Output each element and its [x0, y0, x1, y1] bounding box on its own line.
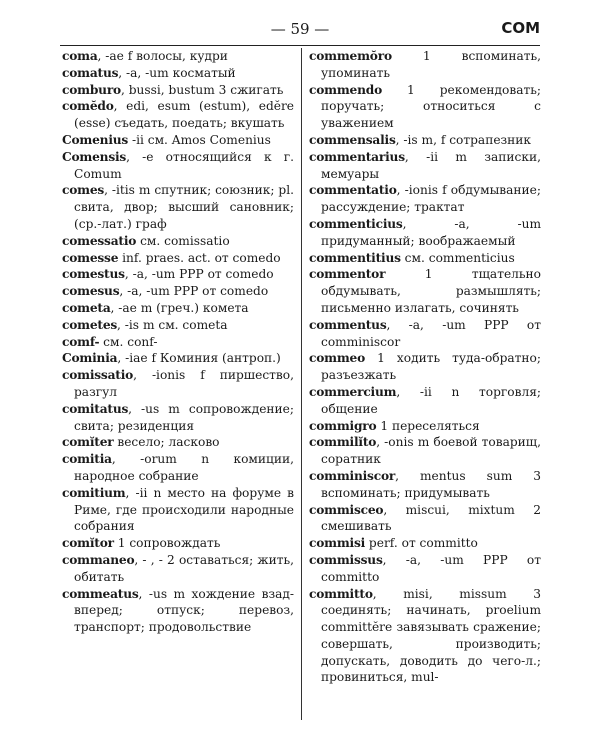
entry-headword: commentatio [309, 183, 397, 198]
entry-definition: , -a, -um PPP от comminiscor [321, 317, 541, 349]
dictionary-entry [309, 48, 541, 82]
entry-definition: -ii см. Amos Comenius [128, 132, 271, 147]
entry-headword: cometes [62, 317, 118, 332]
entry-definition: , miscui, mixtum 2 смешивать [321, 502, 541, 534]
dictionary-entry [309, 82, 541, 132]
entry-definition: perf. от committo [365, 536, 478, 551]
entry-definition: см. conf- [99, 334, 158, 349]
entry-headword: comitatus [62, 401, 129, 416]
entry-definition: inf. praes. act. от comedo [118, 250, 281, 265]
entry-headword: comissatio [62, 368, 134, 383]
dictionary-entry [62, 266, 294, 283]
dictionary-entry [309, 317, 541, 351]
dictionary-entry [62, 317, 294, 334]
dictionary-entry [62, 401, 294, 435]
entry-headword: comes [62, 183, 105, 198]
entry-headword: commissus [309, 552, 383, 567]
entry-definition: , -us m хождение взад-вперед; отпуск; перевоз, транспорт; продовольствие [74, 586, 294, 635]
entry-definition: , -a, -um PPP от committo [321, 552, 541, 584]
entry-definition: , -ii n место на форуме в Риме, где происходили народные собрания [74, 485, 294, 534]
entry-headword: comĕdo [62, 99, 114, 114]
entry-headword: cometa [62, 300, 111, 315]
dictionary-entry [309, 418, 541, 435]
entry-headword: committo [309, 586, 373, 601]
entry-definition: , -iae f Коминия (антроп.) [117, 351, 281, 366]
dictionary-entry [62, 334, 294, 351]
dictionary-entry [62, 250, 294, 267]
entry-headword: comatus [62, 65, 119, 80]
right-column [309, 48, 541, 686]
entry-definition: 1 вспоминать, упоминать [321, 49, 541, 80]
entry-definition: , -ii m записки, мемуары [321, 149, 541, 181]
entry-headword: comminiscor [309, 468, 396, 483]
dictionary-entry [62, 283, 294, 300]
entry-headword: comesus [62, 284, 120, 299]
entry-headword: comesse [62, 250, 119, 265]
entry-definition: , - , - 2 оставаться; жить, обитать [74, 552, 294, 584]
dictionary-entry [62, 65, 294, 82]
entry-headword: comĭtor [62, 536, 114, 551]
entry-definition: , -ii n торговля; общение [321, 384, 541, 416]
entry-headword: commentor [309, 267, 386, 282]
dictionary-entry [62, 182, 294, 232]
entry-definition: , -itis m спутник; союзник; pl. свита, двор; высший сановник; (ср.-лат.) граф [74, 183, 294, 231]
entry-headword: commentarius [309, 149, 405, 164]
entry-definition: , -a, -um PPP от comedo [124, 267, 274, 282]
entry-definition: , -us m сопровождение; свита; резиденция [74, 401, 294, 433]
entry-headword: comestus [62, 267, 125, 282]
entry-headword: comĭter [62, 435, 114, 450]
entry-headword: commilĭto [309, 435, 377, 450]
entry-definition: , -ionis f обдумывание; рассуждение; трактат [321, 183, 541, 215]
entry-definition: , -a, -um косматый [118, 65, 236, 80]
dictionary-entry [62, 48, 294, 65]
entry-headword: commaneo [62, 552, 135, 567]
entry-definition: , -orum n комиции, народное собрание [74, 452, 294, 483]
entry-headword: commentus [309, 317, 387, 332]
entry-headword: commensalis [309, 132, 396, 147]
dictionary-entry [309, 149, 541, 183]
entry-headword: Comensis [62, 149, 127, 164]
column-divider [301, 48, 302, 720]
entry-headword: comitium [62, 485, 126, 500]
dictionary-entry [62, 434, 294, 451]
dictionary-entry [62, 485, 294, 535]
entry-headword: comitia [62, 452, 112, 467]
entry-headword: commemŏro [309, 49, 392, 63]
running-head: COM [501, 19, 540, 37]
entry-headword: commenticius [309, 216, 403, 231]
entry-headword: comburo [62, 82, 121, 97]
entry-definition: , mentus sum 3 вспоминать; придумывать [321, 468, 541, 500]
dictionary-entry [309, 586, 541, 687]
dictionary-entry [62, 367, 294, 401]
entry-definition: 1 ходить туда-обратно; разъезжать [321, 351, 541, 383]
dictionary-entry [309, 552, 541, 586]
entry-headword: coma [62, 49, 98, 63]
entry-definition: , -is m, f сотрапезник [395, 132, 532, 147]
header-rule [60, 45, 540, 46]
dictionary-entry [62, 98, 294, 132]
entry-headword: commisi [309, 536, 366, 551]
entry-headword: commeo [309, 351, 366, 366]
entry-headword: Comenius [62, 132, 129, 147]
dictionary-entry [309, 216, 541, 250]
entry-definition: см. commenticius [400, 250, 515, 265]
page-header [60, 14, 540, 48]
entry-definition: 1 тщательно обдумывать, размышлять; письменно излагать, сочинять [321, 267, 541, 315]
dictionary-entry [62, 149, 294, 183]
entry-definition: , -is m см. cometa [117, 317, 228, 332]
entry-headword: commendo [309, 82, 383, 97]
dictionary-entry [309, 535, 541, 552]
entry-headword: comf- [62, 334, 100, 349]
entry-headword: commercium [309, 384, 397, 399]
entry-definition: , -a, -um PPP от comedo [119, 284, 269, 299]
dictionary-entry [62, 552, 294, 586]
dictionary-entry [62, 82, 294, 99]
dictionary-entry [309, 132, 541, 149]
dictionary-entry [62, 350, 294, 367]
entry-definition: , -a, -um придуманный; воображаемый [321, 216, 541, 248]
dictionary-entry [62, 233, 294, 250]
entry-definition: , -e относящийся к г. Comum [74, 149, 294, 181]
dictionary-entry [62, 300, 294, 317]
entry-definition: 1 рекомендовать; поручать; относиться с уважением [321, 82, 541, 131]
entry-headword: commigro [309, 418, 377, 433]
entry-definition: , -ionis f пиршество, разгул [74, 368, 294, 399]
entry-definition: , edi, esum (estum), edĕre (esse) съедать, поедать; вкушать [74, 99, 294, 131]
entry-definition: , -ae m (греч.) комета [110, 300, 249, 315]
entry-headword: comessatio [62, 233, 137, 248]
dictionary-entry [62, 132, 294, 149]
entry-headword: Cominia [62, 351, 118, 366]
dictionary-entry [309, 502, 541, 536]
dictionary-entry [309, 182, 541, 216]
dictionary-entry [62, 451, 294, 485]
entry-headword: commisceo [309, 502, 384, 517]
dictionary-entry [309, 384, 541, 418]
entry-definition: , misi, missum 3 соединять; начинать, proelium committĕre завязывать сражение; совершать, производить; допускать, доводить до чего-л.; провиниться, mul- [321, 586, 541, 685]
dictionary-entry [309, 468, 541, 502]
entry-definition: весело; ласково [113, 435, 220, 450]
entry-headword: commentitius [309, 250, 401, 265]
entry-definition: 1 переселяться [376, 418, 480, 433]
dictionary-entry [309, 250, 541, 267]
left-column [62, 48, 294, 636]
dictionary-entry [309, 266, 541, 316]
dictionary-entry [309, 434, 541, 468]
entry-definition: , -ae f волосы, кудри [97, 49, 228, 63]
page-number: — 59 — [270, 20, 330, 38]
dictionary-entry [309, 350, 541, 384]
entry-definition: , -onis m боевой товарищ, соратник [321, 435, 541, 467]
dictionary-entry [62, 586, 294, 636]
entry-headword: commeatus [62, 586, 139, 601]
entry-definition: см. comissatio [136, 233, 230, 248]
entry-definition: , bussi, bustum 3 сжигать [120, 82, 284, 97]
dictionary-entry [62, 535, 294, 552]
entry-definition: 1 сопровождать [113, 536, 221, 551]
